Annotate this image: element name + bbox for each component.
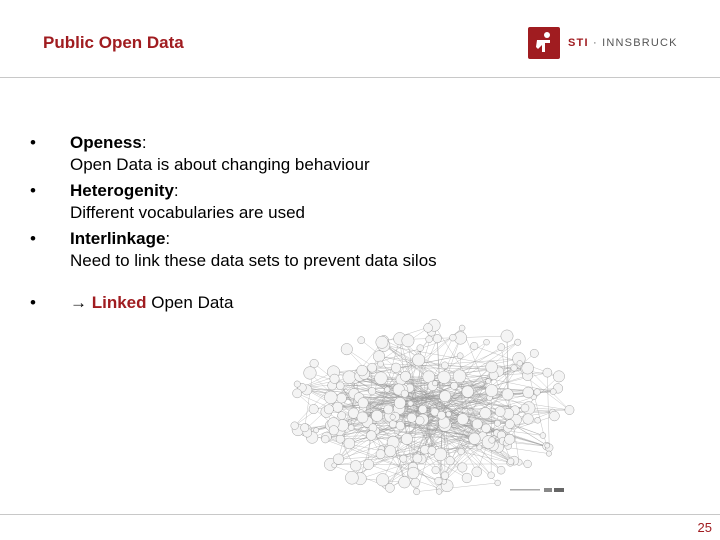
cloud-node (462, 386, 474, 398)
linked-highlight: Linked (91, 293, 147, 312)
sti-logo-icon (528, 27, 560, 59)
bullet-colon: : (173, 181, 179, 200)
cloud-node (375, 372, 388, 385)
cloud-node (543, 368, 552, 377)
cloud-node (391, 363, 401, 373)
slide-title: Public Open Data (43, 33, 184, 52)
diagram-credit (510, 487, 565, 494)
cloud-node (498, 344, 505, 351)
cloud-node (330, 374, 339, 383)
cloud-node (451, 382, 458, 389)
linked-open-data-cloud-diagram (286, 318, 576, 498)
cloud-node (408, 401, 413, 406)
footer-divider (0, 514, 720, 515)
cloud-node (336, 435, 344, 443)
cloud-node (449, 334, 456, 341)
logo-separator: · (592, 37, 598, 49)
cloud-node (469, 433, 481, 445)
cloud-node (436, 489, 442, 495)
cloud-node (457, 353, 463, 359)
cloud-node (432, 381, 437, 386)
cloud-node (321, 435, 329, 443)
cloud-node (399, 476, 411, 488)
cloud-node (301, 423, 309, 431)
logo-brand: STI (568, 37, 589, 49)
cloud-node (384, 405, 393, 414)
bullet-text: Different vocabularies are used (70, 203, 305, 222)
cloud-node (495, 407, 505, 417)
cloud-node (458, 448, 465, 455)
cloud-node (441, 472, 449, 480)
cloud-node (358, 337, 365, 344)
cloud-node (458, 463, 467, 472)
cloud-node (494, 420, 500, 426)
cloud-node (515, 339, 521, 345)
cloud-node (546, 451, 551, 456)
cloud-node (333, 454, 344, 465)
cloud-node (495, 480, 501, 486)
cloud-node (438, 371, 451, 384)
cloud-link (417, 483, 498, 492)
cloud-node (336, 382, 344, 390)
cloud-node (484, 339, 490, 345)
cloud-node (400, 455, 407, 462)
cloud-node (338, 412, 346, 420)
cloud-node (497, 466, 505, 474)
cloud-node (472, 467, 482, 477)
cloud-node (324, 391, 337, 404)
cloud-node (477, 445, 482, 450)
cloud-node (363, 459, 373, 469)
cloud-node (472, 419, 482, 429)
cloud-node (553, 371, 564, 382)
bullet-colon: : (165, 229, 171, 248)
cloud-node (310, 359, 319, 368)
bullet-text: Need to link these data sets to prevent data silos (70, 251, 437, 270)
cloud-node (333, 402, 343, 412)
bullet-term: Interlinkage (70, 229, 166, 248)
bullet-linked-open-data (30, 292, 437, 314)
cloud-node (329, 426, 338, 435)
bullet-dot: • (30, 293, 36, 312)
cloud-node (415, 416, 424, 425)
cloud-node (407, 413, 416, 422)
cloud-node (368, 387, 376, 395)
cloud-node (428, 446, 436, 454)
cloud-node (488, 472, 495, 479)
cloud-node (517, 360, 523, 366)
cloud-node (535, 417, 541, 423)
cloud-node (394, 397, 405, 408)
arrow-icon: → (70, 293, 87, 312)
cloud-node (486, 379, 491, 384)
bullet-openess (30, 132, 437, 176)
page-number: 25 (697, 520, 712, 535)
cloud-node (401, 433, 412, 444)
cloud-node (413, 454, 422, 463)
cloud-node (314, 428, 319, 433)
cloud-node (437, 411, 445, 419)
cloud-node (357, 412, 368, 423)
cloud-node (294, 381, 300, 387)
sti-innsbruck-logo (528, 27, 678, 59)
cloud-node (350, 460, 361, 471)
cloud-node (417, 345, 424, 352)
cloud-node (534, 389, 541, 396)
cloud-node (293, 389, 302, 398)
bullet-heterogenity (30, 180, 437, 224)
cloud-node (419, 405, 427, 413)
cloud-node (357, 365, 368, 376)
cloud-node (523, 387, 534, 398)
cloud-node (435, 477, 443, 485)
cloud-link (547, 373, 549, 448)
cloud-node (480, 407, 491, 418)
cloud-node (389, 420, 397, 428)
cloud-node (426, 336, 433, 343)
cloud-node (304, 367, 317, 380)
cloud-node (366, 431, 376, 441)
cloud-node (507, 458, 514, 465)
cloud-node (432, 466, 440, 474)
cloud-node (524, 460, 532, 468)
bullet-term: Openess (70, 133, 142, 152)
bullet-text: Open Data is about changing behaviour (70, 155, 370, 174)
cloud-node (402, 335, 414, 347)
logo-place: INNSBRUCK (602, 37, 678, 49)
bullet-interlinkage (30, 228, 437, 272)
cloud-node (309, 404, 318, 413)
cloud-node (385, 445, 396, 456)
cloud-node (521, 404, 529, 412)
cloud-node (446, 411, 451, 416)
cloud-node (396, 421, 405, 430)
cloud-node (482, 424, 491, 433)
cloud-node (368, 363, 377, 372)
cloud-node (545, 443, 550, 448)
cloud-node (540, 433, 546, 439)
cloud-node (505, 434, 515, 444)
cloud-node (486, 361, 498, 373)
cloud-node (345, 471, 358, 484)
open-data-text: Open Data (146, 293, 234, 312)
cloud-node (439, 391, 450, 402)
cloud-node (376, 336, 388, 348)
cloud-node (501, 330, 513, 342)
cloud-node (400, 371, 410, 381)
cloud-node (523, 414, 534, 425)
cloud-node (376, 449, 385, 458)
cloud-node (291, 422, 299, 430)
cloud-node (344, 438, 355, 449)
cloud-node (341, 343, 352, 354)
cloud-node (413, 488, 419, 494)
cloud-node (486, 384, 498, 396)
cloud-node (424, 323, 433, 332)
cloud-node (459, 325, 465, 331)
cloud-node (343, 371, 356, 384)
cloud-node (401, 390, 408, 397)
cloud-node (376, 474, 389, 487)
cloud-node (385, 387, 391, 393)
cloud-node (489, 437, 495, 443)
cloud-node (371, 410, 382, 421)
cloud-node (505, 420, 514, 429)
cloud-node (502, 389, 513, 400)
bullet-list (30, 132, 437, 318)
bullet-dot: • (30, 229, 36, 248)
header-divider (0, 77, 720, 78)
bullet-term: Heterogenity (70, 181, 174, 200)
cloud-node (411, 478, 420, 487)
cloud-node (373, 351, 384, 362)
logo-wordmark (568, 37, 678, 49)
cloud-node (530, 349, 538, 357)
cloud-node (441, 362, 448, 369)
cloud-node (550, 411, 560, 421)
cloud-node (348, 425, 354, 431)
bullet-colon: : (141, 133, 147, 152)
bullet-dot: • (30, 181, 36, 200)
cloud-node (337, 393, 347, 403)
cloud-node (453, 370, 466, 383)
cloud-node (457, 414, 468, 425)
cloud-node (446, 456, 455, 465)
cloud-node (565, 405, 574, 414)
cloud-node (462, 473, 472, 483)
cloud-node (470, 342, 478, 350)
cloud-node (358, 398, 368, 408)
cloud-node (378, 361, 384, 367)
bullet-dot: • (30, 133, 36, 152)
cloud-node (390, 414, 395, 419)
cloud-node (408, 467, 420, 479)
cloud-node (433, 334, 441, 342)
cloud-node (550, 389, 556, 395)
cloud-node (324, 405, 333, 414)
cloud-node (511, 365, 517, 371)
cloud-node (522, 362, 534, 374)
cloud-node (412, 354, 424, 366)
